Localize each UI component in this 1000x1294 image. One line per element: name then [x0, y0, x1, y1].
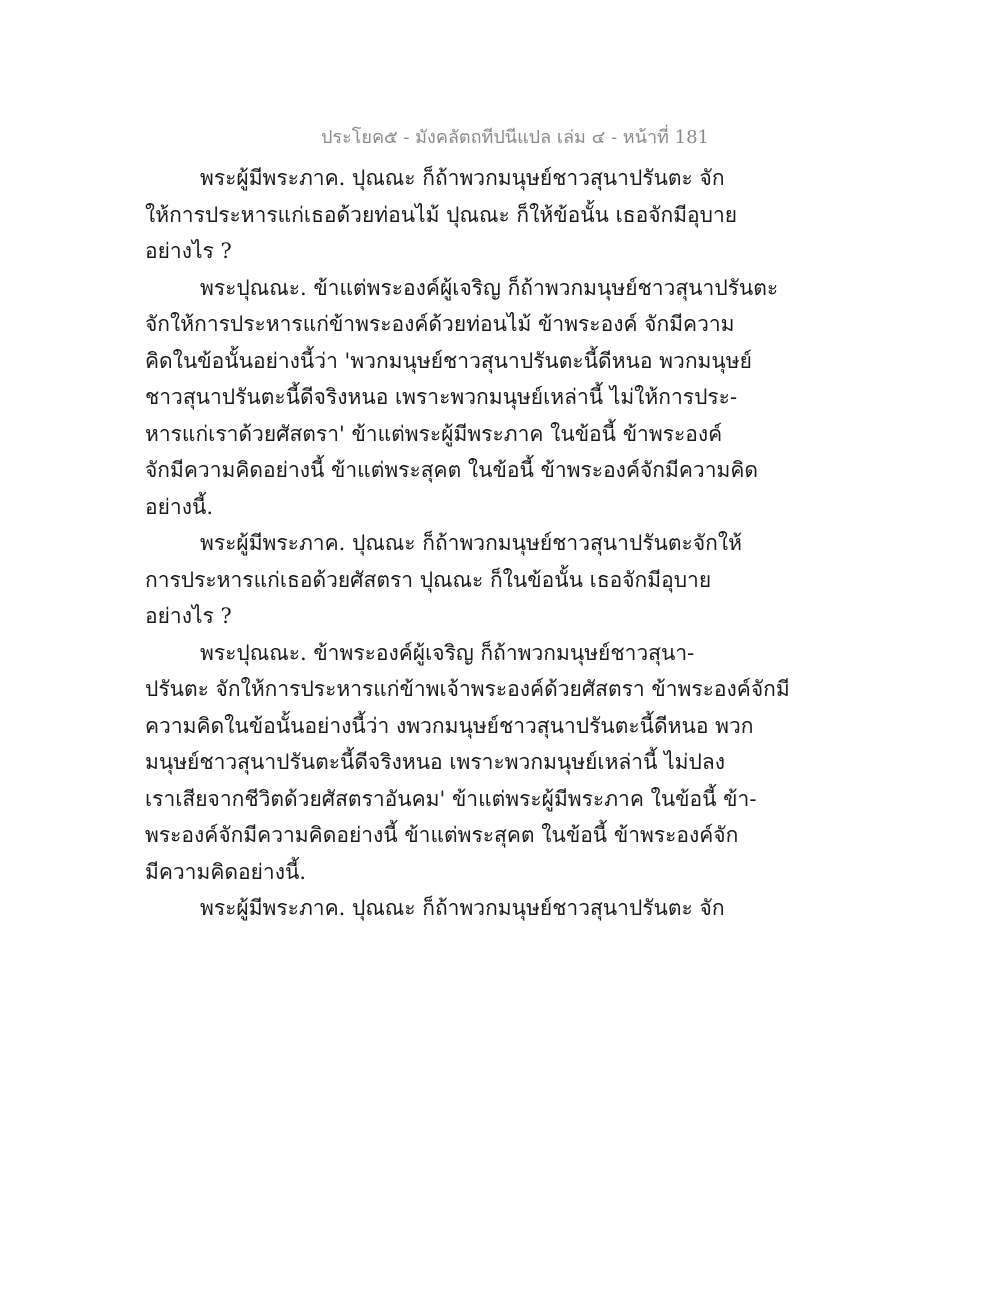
text-line: มนุษย์ชาวสุนาปรันตะนี้ดีจริงหนอ เพราะพวกมนุษย์เหล่านี้ ไม่ปลง — [145, 750, 725, 774]
text-line: พระผู้มีพระภาค. ปุณณะ ก็ถ้าพวกมนุษย์ชาวสุนาปรันตะจักให้ — [200, 531, 742, 555]
text-line: อย่างไร ? — [145, 604, 232, 628]
body-text — [145, 160, 790, 927]
text-line: ความคิดในข้อนั้นอย่างนี้ว่า งพวกมนุษย์ชาวสุนาปรันตะนี้ดีหนอ พวก — [145, 713, 754, 738]
text-line: พระผู้มีพระภาค. ปุณณะ ก็ถ้าพวกมนุษย์ชาวสุนาปรันตะ จัก — [200, 896, 725, 920]
text-line: พระปุณณะ. ข้าแต่พระองค์ผู้เจริญ ก็ถ้าพวกมนุษย์ชาวสุนาปรันตะ — [200, 275, 779, 300]
text-line: อย่างไร ? — [145, 239, 232, 263]
text-line: การประหารแก่เธอด้วยศัสตรา ปุณณะ ก็ในข้อนั้น เธอจักมีอุบาย — [145, 567, 712, 592]
text-line: คิดในข้อนั้นอย่างนี้ว่า 'พวกมนุษย์ชาวสุนาปรันตะนี้ดีหนอ พวกมนุษย์ — [145, 348, 752, 373]
page-header: ประโยค๕ - มังคลัตถทีปนีแปล เล่ม ๔ - หน้าที่ 181 — [321, 127, 709, 148]
text-line: จักมีความคิดอย่างนี้ ข้าแต่พระสุคต ในข้อนี้ ข้าพระองค์จักมีความคิด — [145, 458, 759, 482]
paragraph — [145, 635, 790, 891]
text-line: ให้การประหารแก่เธอด้วยท่อนไม้ ปุณณะ ก็ให้ข้อนั้น เธอจักมีอุบาย — [145, 202, 738, 227]
paragraph — [145, 270, 779, 526]
text-line: เราเสียจากชีวิตด้วยศัสตราอันคม' ข้าแต่พระผู้มีพระภาค ในข้อนี้ ข้า- — [145, 786, 757, 811]
text-line: หารแก่เราด้วยศัสตรา' ข้าแต่พระผู้มีพระภาค ในข้อนี้ ข้าพระองค์ — [145, 421, 723, 446]
text-line: พระองค์จักมีความคิดอย่างนี้ ข้าแต่พระสุคต ในข้อนี้ ข้าพระองค์จัก — [145, 823, 739, 847]
paragraph — [145, 160, 765, 270]
text-line: มีความคิดอย่างนี้. — [145, 859, 306, 884]
text-line: พระปุณณะ. ข้าพระองค์ผู้เจริญ ก็ถ้าพวกมนุษย์ชาวสุนา- — [200, 640, 695, 665]
text-line: ชาวสุนาปรันตะนี้ดีจริงหนอ เพราะพวกมนุษย์เหล่านี้ ไม่ให้การประ- — [145, 385, 738, 409]
paragraph — [145, 890, 765, 927]
text-line: อย่างนี้. — [145, 494, 213, 519]
text-line: จักให้การประหารแก่ข้าพระองค์ด้วยท่อนไม้ ข้าพระองค์ จักมีความ — [145, 312, 735, 336]
paragraph — [145, 525, 765, 635]
text-line: ปรันตะ จักให้การประหารแก่ข้าพเจ้าพระองค์ด้วยศัสตรา ข้าพระองค์จักมี — [145, 677, 790, 701]
text-line: พระผู้มีพระภาค. ปุณณะ ก็ถ้าพวกมนุษย์ชาวสุนาปรันตะ จัก — [200, 166, 725, 190]
